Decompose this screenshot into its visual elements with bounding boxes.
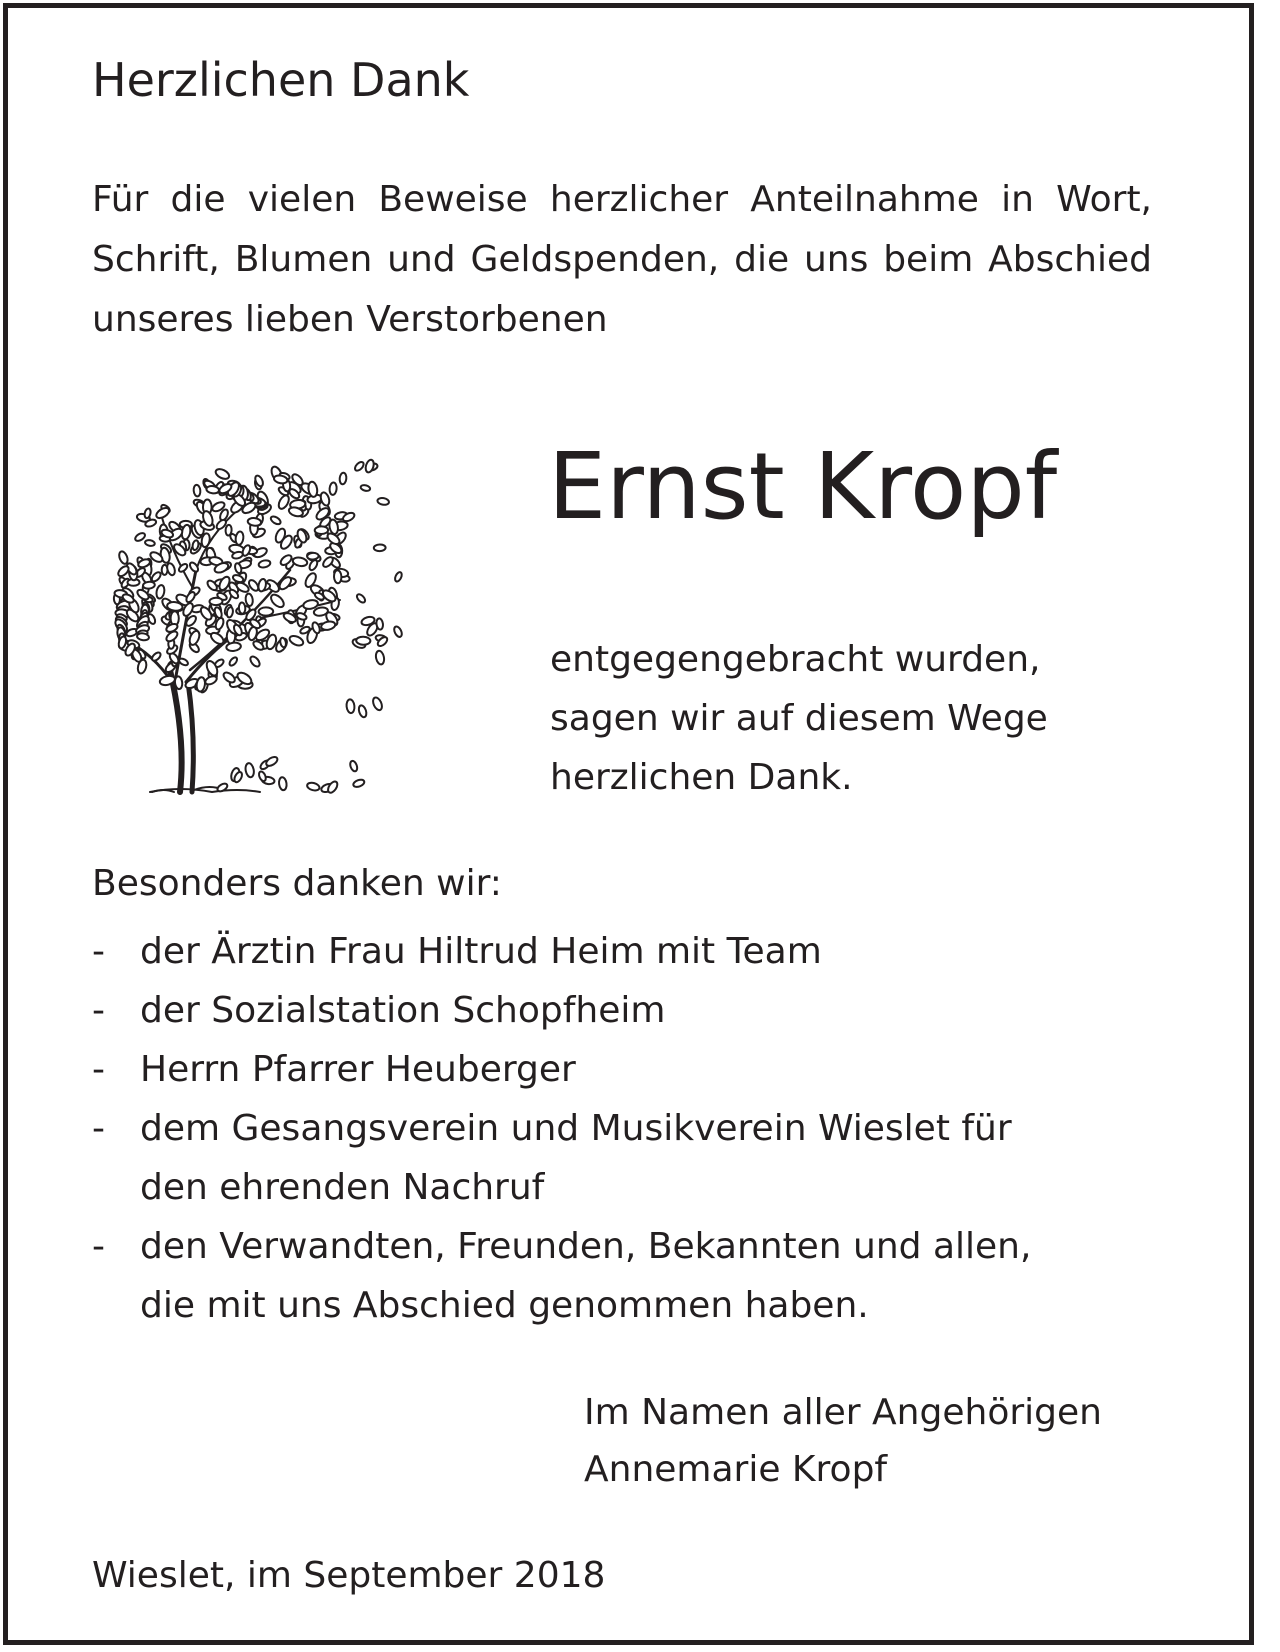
list-dash: - bbox=[92, 1226, 105, 1267]
list-dash: - bbox=[92, 990, 105, 1031]
list-item-text: den Verwandten, Freunden, Bekannten und allen, bbox=[140, 1226, 1032, 1267]
special-thanks-list bbox=[92, 922, 1192, 1335]
signature-name: Annemarie Kropf bbox=[584, 1449, 888, 1490]
place-date: Wieslet, im September 2018 bbox=[92, 1555, 606, 1596]
signature-line: Im Namen aller Angehörigen bbox=[584, 1392, 1102, 1433]
intro-paragraph: Für die vielen Beweise herzlicher Anteilnahme in Wort, Schrift, Blumen und Geldspenden, die uns beim Abschied unseres lieben Verstorbenen bbox=[92, 179, 1152, 340]
thanks-line: entgegengebracht wurden, bbox=[550, 639, 1041, 680]
list-dash: - bbox=[92, 1049, 105, 1090]
list-dash: - bbox=[92, 1108, 105, 1149]
signature-block bbox=[584, 1384, 1102, 1498]
deceased-name: Ernst Kropf bbox=[548, 433, 1058, 540]
list-item bbox=[92, 1099, 1192, 1217]
notice-heading: Herzlichen Dank bbox=[92, 53, 470, 107]
thanks-text bbox=[550, 630, 1048, 807]
list-item-text: die mit uns Abschied genommen haben. bbox=[140, 1285, 869, 1326]
thanks-line: herzlichen Dank. bbox=[550, 757, 853, 798]
thanks-line: sagen wir auf diesem Wege bbox=[550, 698, 1048, 739]
list-item-text: Herrn Pfarrer Heuberger bbox=[140, 1049, 576, 1090]
list-item bbox=[92, 1217, 1192, 1335]
list-item-text: der Ärztin Frau Hiltrud Heim mit Team bbox=[140, 931, 822, 972]
list-item bbox=[92, 981, 1192, 1040]
list-dash: - bbox=[92, 931, 105, 972]
tree-with-falling-leaves-icon bbox=[100, 420, 420, 800]
list-item-text: dem Gesangsverein und Musikverein Wieslet für bbox=[140, 1108, 1012, 1149]
list-item bbox=[92, 922, 1192, 981]
special-thanks-label: Besonders danken wir: bbox=[92, 863, 502, 904]
list-item-text: den ehrenden Nachruf bbox=[140, 1167, 545, 1208]
list-item bbox=[92, 1040, 1192, 1099]
list-item-text: der Sozialstation Schopfheim bbox=[140, 990, 666, 1031]
